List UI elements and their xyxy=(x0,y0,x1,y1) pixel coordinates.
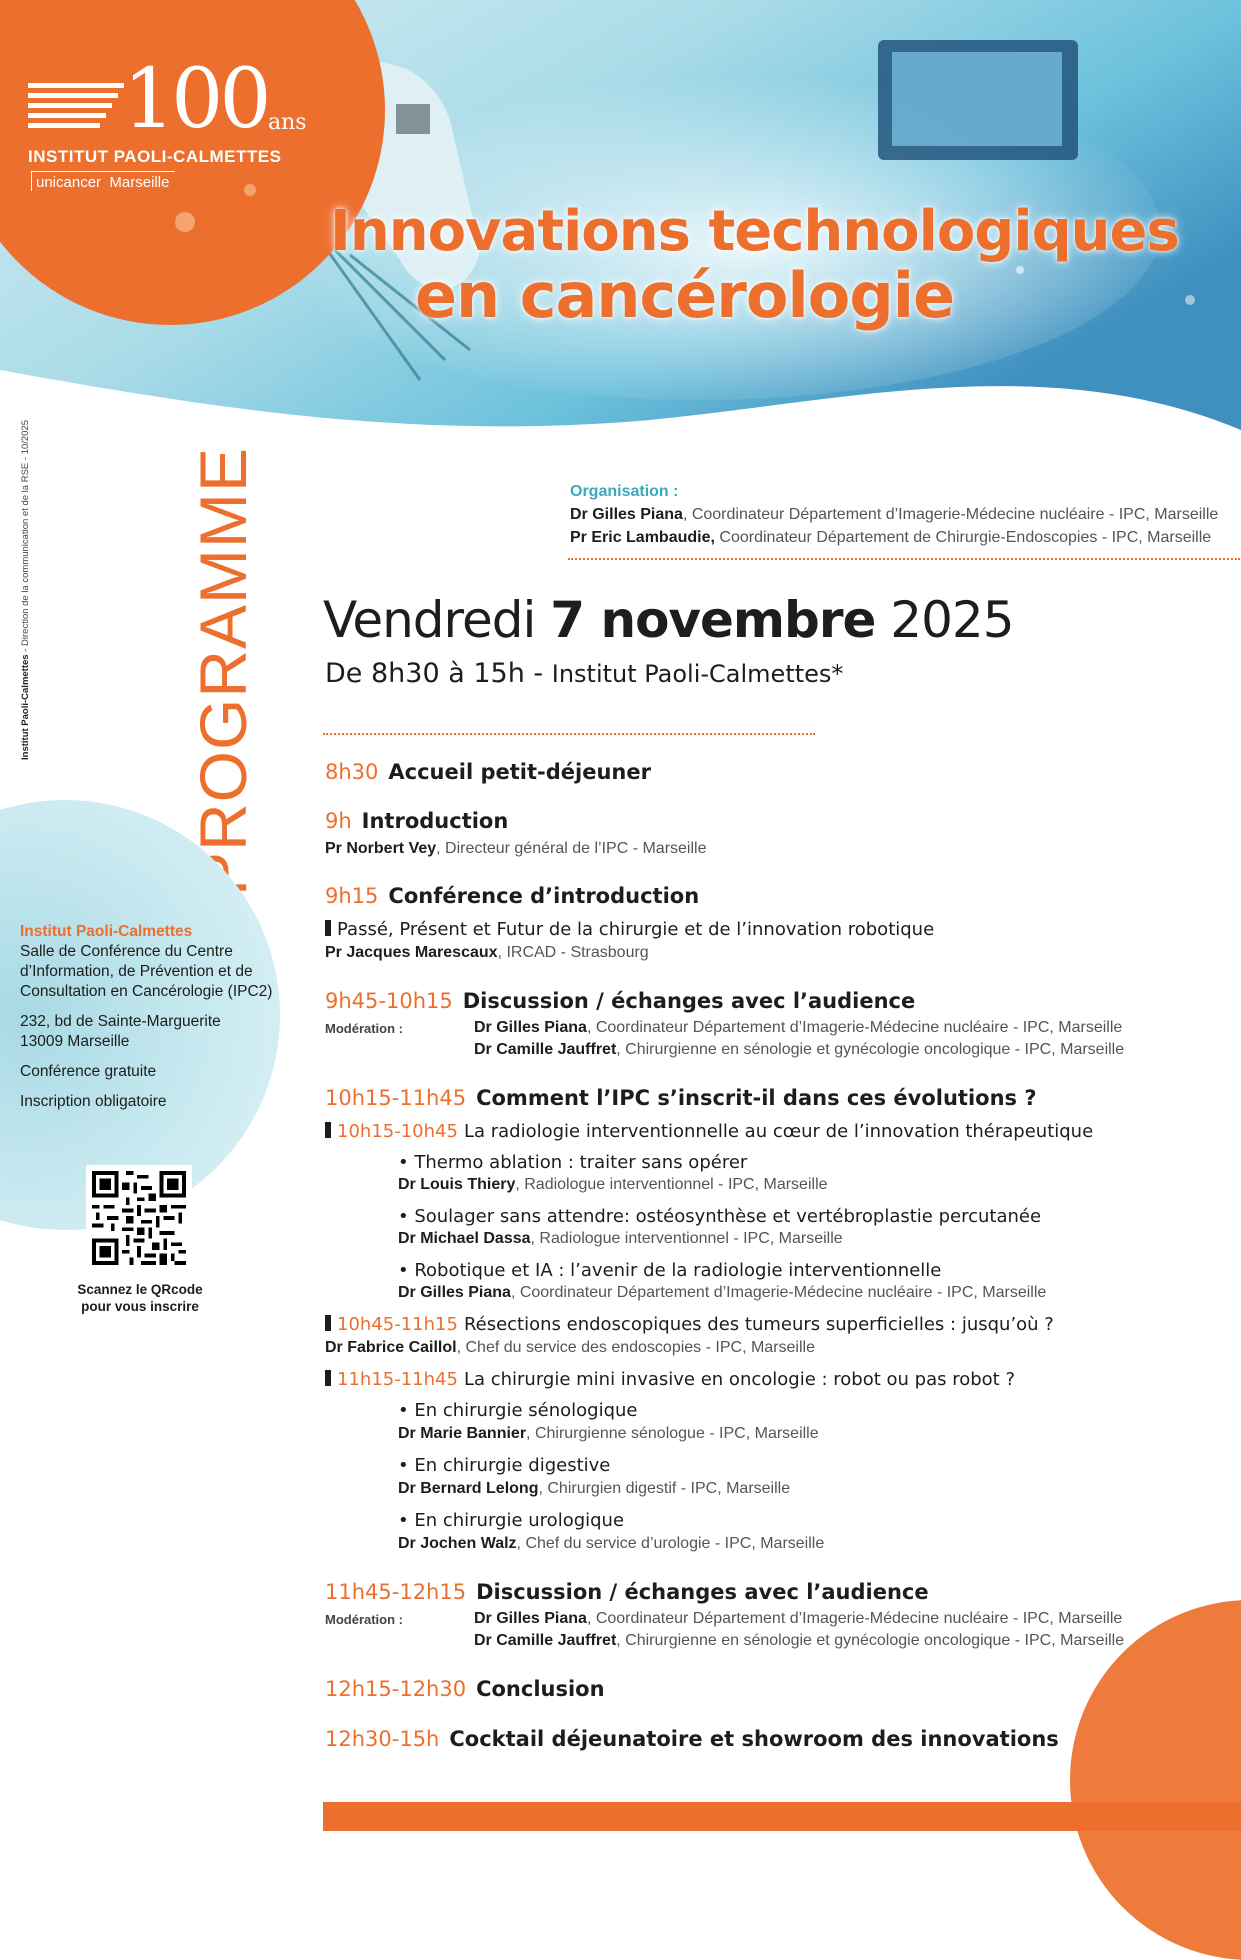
speaker-name: Pr Jacques Marescaux xyxy=(325,944,498,961)
talk-title xyxy=(325,918,934,942)
session-time: 10h45-11h15 xyxy=(337,1314,458,1335)
program-item-evolutions xyxy=(325,1084,1037,1112)
venue-note-free: Conférence gratuite xyxy=(20,1063,157,1080)
speaker xyxy=(398,1533,824,1555)
organiser-2-role: Coordinateur Département de Chirurgie-Endoscopies - IPC, Marseille xyxy=(714,529,1212,546)
item-time: 9h15 xyxy=(325,884,379,908)
speaker-name: Dr Bernard Lelong xyxy=(398,1480,539,1497)
logo-number: 100 xyxy=(123,52,268,147)
speaker xyxy=(398,1282,1046,1304)
side-credit xyxy=(20,420,31,760)
talk-title: • En chirurgie digestive xyxy=(398,1455,611,1476)
main-title xyxy=(330,199,1230,332)
event-date xyxy=(323,590,1014,650)
speaker-role: , Directeur général de l’IPC - Marseille xyxy=(436,840,707,857)
bullet-bar-icon xyxy=(325,1315,331,1331)
talk-title-text: Passé, Présent et Futur de la chirurgie et de l’innovation robotique xyxy=(337,919,935,940)
organisation-label: Organisation : xyxy=(570,483,679,500)
speaker-role: , Chef du service d’urologie - IPC, Marseille xyxy=(516,1535,825,1552)
speaker-name: Dr Jochen Walz xyxy=(398,1535,517,1552)
session-time: 11h15-11h45 xyxy=(337,1369,458,1390)
moderator xyxy=(474,1017,1122,1039)
logo-suffix: ans xyxy=(268,110,307,135)
program-item-discussion-1 xyxy=(325,987,915,1015)
event-time-location xyxy=(325,656,843,692)
speaker-role: , Chirurgien digestif - IPC, Marseille xyxy=(538,1480,791,1497)
moderator-name: Dr Camille Jauffret xyxy=(474,1041,617,1058)
speaker-name: Dr Michael Dassa xyxy=(398,1230,531,1247)
logo-stripes xyxy=(28,83,124,133)
speaker-role: , IRCAD - Strasbourg xyxy=(497,944,649,961)
program-item-introduction xyxy=(325,807,508,835)
speaker xyxy=(398,1478,790,1500)
item-time: 10h15-11h45 xyxy=(325,1086,467,1110)
item-title: Comment l’IPC s’inscrit-il dans ces évolutions ? xyxy=(476,1086,1037,1110)
session-title: Résections endoscopiques des tumeurs superficielles : jusqu’où ? xyxy=(463,1314,1054,1335)
item-title: Introduction xyxy=(361,809,509,833)
item-time: 9h xyxy=(325,809,352,833)
venue-name: Institut Paoli-Calmettes xyxy=(20,923,193,940)
speaker-role: , Coordinateur Département d’Imagerie-Médecine nucléaire - IPC, Marseille xyxy=(510,1284,1047,1301)
event-year: 2025 xyxy=(890,591,1014,649)
session-title: La chirurgie mini invasive en oncologie : robot ou pas robot ? xyxy=(463,1369,1016,1390)
ipc-100-logo xyxy=(28,52,318,195)
programme-heading: PROGRAMME xyxy=(186,446,260,896)
logo-institution: INSTITUT PAOLI-CALMETTES xyxy=(28,147,282,166)
speaker-role: , Radiologue interventionnel - IPC, Marseille xyxy=(515,1176,828,1193)
talk-title: • En chirurgie sénologique xyxy=(398,1400,638,1421)
item-title: Conclusion xyxy=(476,1677,605,1701)
item-title: Accueil petit-déjeuner xyxy=(388,760,651,784)
moderator-role: , Chirurgienne en sénologie et gynécologie oncologique - IPC, Marseille xyxy=(616,1041,1125,1058)
speaker xyxy=(325,1337,815,1359)
program-item-cocktail xyxy=(325,1725,1059,1753)
qr-code-icon xyxy=(92,1171,186,1265)
item-title: Discussion / échanges avec l’audience xyxy=(476,1580,929,1604)
venue-address-line-2: 13009 Marseille xyxy=(20,1033,130,1050)
speaker xyxy=(325,942,649,964)
credit-institution: Institut Paoli-Calmettes xyxy=(20,654,31,760)
speaker-role: , Chirurgienne sénologue - IPC, Marseille xyxy=(526,1425,819,1442)
qr-caption xyxy=(60,1281,220,1315)
item-time: 8h30 xyxy=(325,760,379,784)
moderator-name: Dr Camille Jauffret xyxy=(474,1632,617,1649)
speaker xyxy=(398,1174,828,1196)
talk-title: • Robotique et IA : l’avenir de la radiologie interventionnelle xyxy=(398,1260,942,1281)
qr-caption-line-1: Scannez le QRcode xyxy=(77,1282,203,1297)
venue-room: Salle de Conférence du Centre d’Information, de Prévention et de Consultation en Cancérologie (IPC2) xyxy=(20,943,273,1000)
bottom-decorative-circle xyxy=(1070,1600,1241,1960)
session-radiologie xyxy=(325,1120,1093,1144)
item-time: 12h30-15h xyxy=(325,1727,440,1751)
moderator-name: Dr Gilles Piana xyxy=(474,1019,587,1036)
item-time: 12h15-12h30 xyxy=(325,1677,467,1701)
bottom-bar xyxy=(323,1802,1241,1831)
event-separator: - xyxy=(524,658,552,689)
moderation-label: Modération : xyxy=(325,1021,403,1036)
venue-info xyxy=(20,922,290,1122)
session-chirurgie xyxy=(325,1368,1015,1392)
bullet-bar-icon xyxy=(325,1370,331,1386)
talk-title: • En chirurgie urologique xyxy=(398,1510,625,1531)
moderator xyxy=(474,1630,1124,1652)
speaker-role: , Radiologue interventionnel - IPC, Marseille xyxy=(530,1230,843,1247)
speaker-name: Dr Louis Thiery xyxy=(398,1176,516,1193)
event-date-bold: 7 novembre xyxy=(550,591,876,649)
speaker-name: Dr Marie Bannier xyxy=(398,1425,527,1442)
item-time: 9h45-10h15 xyxy=(325,989,453,1013)
speaker-name: Pr Norbert Vey xyxy=(325,840,437,857)
item-time: 11h45-12h15 xyxy=(325,1580,467,1604)
event-location: Institut Paoli-Calmettes* xyxy=(551,660,844,688)
venue-address-line-1: 232, bd de Sainte-Marguerite xyxy=(20,1013,221,1030)
program-item-conference xyxy=(325,882,699,910)
venue-note-registration: Inscription obligatoire xyxy=(20,1093,167,1110)
venue-address xyxy=(20,1012,290,1052)
speaker xyxy=(398,1423,819,1445)
item-title: Conférence d’introduction xyxy=(388,884,700,908)
moderator-role: , Coordinateur Département d’Imagerie-Médecine nucléaire - IPC, Marseille xyxy=(586,1610,1123,1627)
speaker-name: Dr Gilles Piana xyxy=(398,1284,511,1301)
speaker-role: , Chef du service des endoscopies - IPC, Marseille xyxy=(456,1339,815,1356)
moderator xyxy=(474,1608,1122,1630)
program-item-discussion-2 xyxy=(325,1578,929,1606)
session-endoscopie xyxy=(325,1313,1054,1337)
logo-network xyxy=(31,171,175,191)
moderator-role: , Coordinateur Département d’Imagerie-Médecine nucléaire - IPC, Marseille xyxy=(586,1019,1123,1036)
bullet-bar-icon xyxy=(325,920,331,936)
talk-title: • Thermo ablation : traiter sans opérer xyxy=(398,1152,748,1173)
event-time: De 8h30 à 15h xyxy=(325,658,525,689)
title-line-1: Innovations technologiques xyxy=(330,199,1179,264)
moderation-label: Modération : xyxy=(325,1612,403,1627)
bullet-bar-icon xyxy=(325,1122,331,1138)
event-day: Vendredi xyxy=(323,591,536,649)
organiser-1-role: , Coordinateur Département d’Imagerie-Médecine nucléaire - IPC, Marseille xyxy=(682,506,1219,523)
session-title: La radiologie interventionnelle au cœur de l’innovation thérapeutique xyxy=(463,1121,1094,1142)
moderator xyxy=(474,1039,1124,1061)
registration-qr-code[interactable] xyxy=(86,1165,192,1271)
organiser-1-name: Dr Gilles Piana xyxy=(570,506,683,523)
organisation-divider xyxy=(568,558,1240,560)
talk-title: • Soulager sans attendre: ostéosynthèse et vertébroplastie percutanée xyxy=(398,1206,1042,1227)
program-item-conclusion xyxy=(325,1675,605,1703)
speaker xyxy=(325,838,706,860)
organisation-block xyxy=(570,480,1219,549)
credit-details: - Direction de la communication et de la RSE - 10/2025 xyxy=(20,419,31,655)
item-title: Cocktail déjeunatoire et showroom des innovations xyxy=(449,1727,1059,1751)
logo-network-name: unicancer xyxy=(36,174,102,191)
session-time: 10h15-10h45 xyxy=(337,1121,458,1142)
organiser-2 xyxy=(570,526,1210,549)
item-title: Discussion / échanges avec l’audience xyxy=(462,989,916,1013)
title-line-2: en cancérologie xyxy=(415,259,955,332)
speaker xyxy=(398,1228,843,1250)
speaker-name: Dr Fabrice Caillol xyxy=(325,1339,457,1356)
organiser-1 xyxy=(570,503,1219,526)
qr-caption-line-2: pour vous inscrire xyxy=(81,1299,199,1314)
logo-city: Marseille xyxy=(109,174,170,191)
moderator-name: Dr Gilles Piana xyxy=(474,1610,587,1627)
program-item-accueil xyxy=(325,758,651,786)
moderator-role: , Chirurgienne en sénologie et gynécologie oncologique - IPC, Marseille xyxy=(616,1632,1125,1649)
organiser-2-name: Pr Eric Lambaudie, xyxy=(570,529,715,546)
date-divider xyxy=(323,733,815,735)
